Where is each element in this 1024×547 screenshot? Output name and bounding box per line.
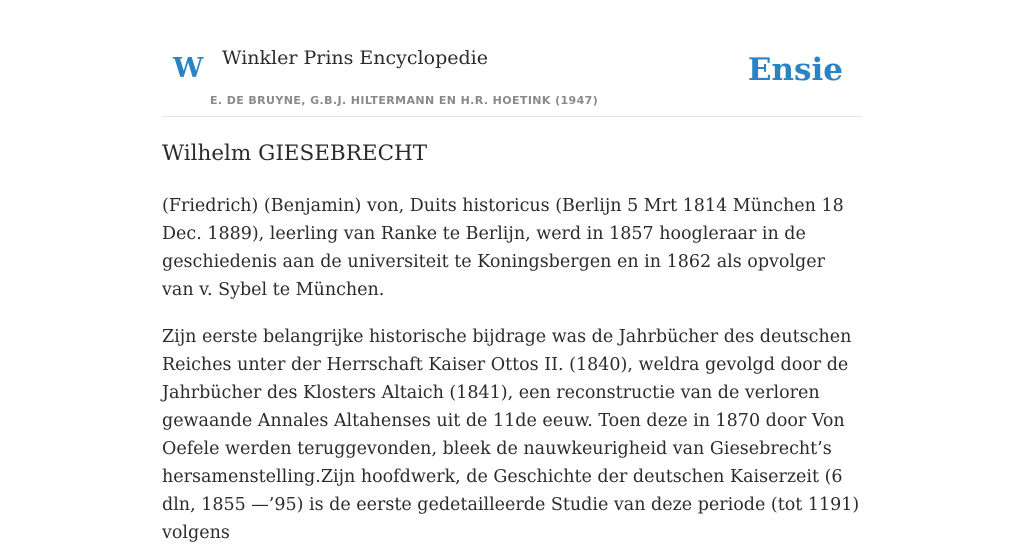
article-title: Wilhelm GIESEBRECHT bbox=[162, 141, 428, 166]
site-header bbox=[162, 0, 862, 117]
site-logo[interactable]: W bbox=[173, 53, 204, 84]
encyclopedia-authors: E. DE BRUYNE, G.B.J. HILTERMANN EN H.R. HOETINK (1947) bbox=[210, 94, 599, 107]
article-paragraph: Zijn eerste belangrijke historische bijdrage was de Jahrbücher des deutschen Reiches unter der Herrschaft Kaiser Ottos II. (1840), weldra gevolgd door de Jahrbücher des Klosters Altaich (1841), een reconstructie van de verloren gewaande Annales Altahenses uit de 11de eeuw. Toen deze in 1870 door Von Oefele werden teruggevonden, bleek de nauwkeurigheid van Giesebrecht’s hersamenstelling.Zijn hoofdwerk, de Geschichte der deutschen Kaiserzeit (6 dln, 1855 —’95) is de eerste gedetailleerde Studie van deze periode (tot 1191) volgens bbox=[162, 327, 860, 543]
article-paragraph: (Friedrich) (Benjamin) von, Duits historicus (Berlijn 5 Mrt 1814 München 18 Dec. 1889), leerling van Ranke te Berlijn, werd in 1857 hoogleraar in de geschiedenis aan de universiteit te Koningsbergen en in 1862 als opvolger van v. Sybel te München. bbox=[162, 196, 844, 300]
site-title[interactable]: Winkler Prins Encyclopedie bbox=[222, 47, 488, 69]
brand-logo[interactable]: Ensie bbox=[747, 52, 843, 88]
article bbox=[162, 138, 862, 547]
